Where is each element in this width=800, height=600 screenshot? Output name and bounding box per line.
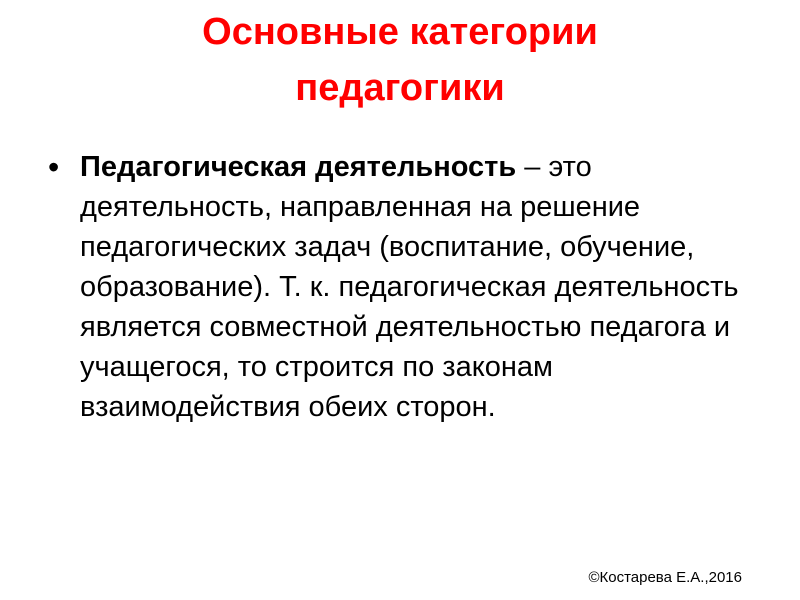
list-item bbox=[48, 147, 768, 427]
bullet-icon: • bbox=[48, 149, 60, 185]
slide-title-line2: педагогики bbox=[295, 67, 505, 109]
slide-title-line1: Основные категории bbox=[202, 11, 598, 53]
bullet-term: Педагогическая деятельность bbox=[80, 151, 517, 183]
slide-title bbox=[0, 4, 800, 116]
copyright-footer: ©Костарева Е.А.,2016 bbox=[588, 569, 742, 586]
bullet-list bbox=[48, 147, 768, 427]
bullet-text bbox=[80, 147, 748, 427]
bullet-definition: – это деятельность, направленная на решение педагогических задач (воспитание, обучение, образование). Т. к. педагогическая деятельность является совместной деятельностью педагога и учащегося, то строится по законам взаимодействия обеих сторон. bbox=[80, 151, 739, 423]
